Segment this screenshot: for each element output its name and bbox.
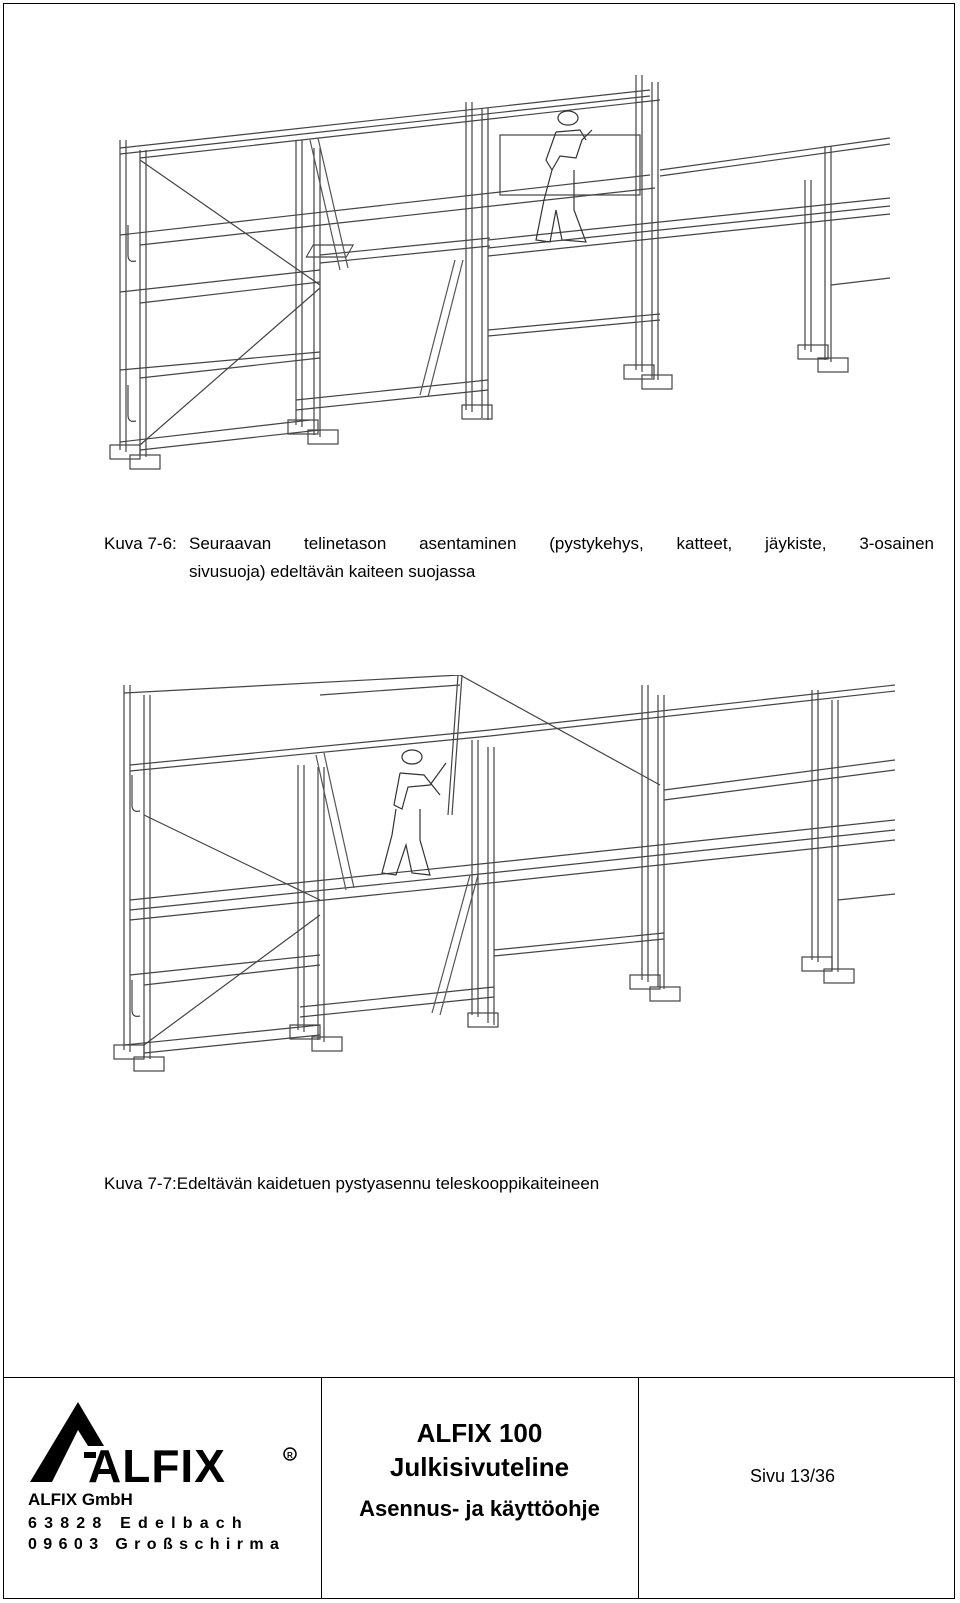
company-name: ALFIX GmbH bbox=[28, 1490, 133, 1509]
scaffold-middle-frame bbox=[300, 675, 660, 1025]
product-name: ALFIX 100 bbox=[416, 1418, 543, 1448]
manual-title: Asennus- ja käyttöohje bbox=[359, 1496, 600, 1521]
figure-caption-7-6 bbox=[104, 530, 934, 586]
caption-text-line1: Seuraavan telinetason asentaminen (pystykehys, katteet, jäykiste, 3-osainen bbox=[189, 534, 934, 553]
caption-text: Edeltävän kaidetuen pystyasennu teleskooppikaiteineen bbox=[176, 1174, 600, 1193]
figure-scaffold-erection-2 bbox=[0, 675, 960, 1105]
caption-label: Kuva 7-7: bbox=[104, 1174, 177, 1193]
page-number: Sivu 13/36 bbox=[750, 1466, 836, 1486]
address-line-1: 63828 Edelbach bbox=[28, 1515, 249, 1532]
caption-text-line2: sivusuoja) edeltävän kaiteen suojassa bbox=[189, 562, 476, 581]
svg-text:R: R bbox=[287, 1451, 293, 1460]
footer-page-cell bbox=[638, 1378, 955, 1599]
figure-scaffold-erection-1 bbox=[0, 60, 960, 490]
figure-caption-7-7 bbox=[104, 1170, 599, 1198]
footer-logo-cell bbox=[3, 1378, 322, 1599]
address-line-2: 09603 Großschirma bbox=[28, 1536, 286, 1553]
worker-figure bbox=[382, 750, 446, 875]
product-type: Julkisivuteline bbox=[389, 1452, 570, 1482]
alfix-logo-text: ALFIX bbox=[88, 1440, 226, 1484]
base-plates bbox=[114, 957, 854, 1071]
ladder bbox=[310, 138, 463, 397]
scaffold-middle-frame bbox=[296, 102, 490, 420]
page-footer bbox=[3, 1377, 955, 1599]
alfix-logo bbox=[28, 1402, 298, 1484]
footer-title-cell bbox=[321, 1378, 639, 1599]
caption-label: Kuva 7-6: bbox=[104, 534, 177, 553]
base-plates bbox=[110, 345, 848, 469]
scaffold-left-frame bbox=[120, 90, 660, 457]
scaffold-right-frame bbox=[490, 685, 895, 989]
worker-figure bbox=[536, 111, 592, 242]
scaffold-right-frame bbox=[488, 75, 890, 380]
